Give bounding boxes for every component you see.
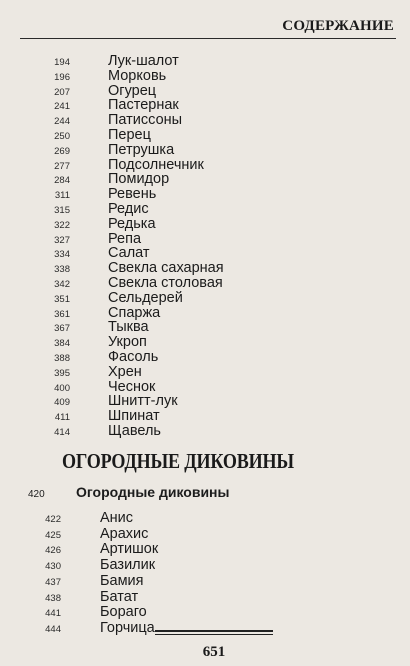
toc-page-number: 311 — [54, 190, 70, 202]
toc-entry-title: Пастернак — [108, 97, 179, 114]
toc-page-number: 395 — [54, 367, 70, 379]
toc-entry[interactable] — [21, 557, 155, 574]
toc-entry-title: Ревень — [108, 186, 157, 203]
toc-entry-title: Салат — [108, 245, 150, 262]
toc-page-number: 361 — [54, 308, 70, 320]
toc-page-number: 411 — [54, 412, 70, 424]
toc-entry-title: Редис — [108, 201, 149, 217]
chapter-entry[interactable] — [28, 484, 229, 500]
toc-entry-title: Подсолнечник — [108, 156, 204, 173]
toc-entry-title: Бораго — [100, 604, 147, 621]
toc-page-number: 351 — [54, 293, 70, 305]
toc-entry-title: Огурец — [108, 82, 157, 99]
toc-entry-title: Патиссоны — [108, 112, 183, 129]
toc-entry-title: Свекла столовая — [108, 275, 223, 291]
chapter-title: Огородные диковины — [76, 484, 230, 500]
toc-entry[interactable] — [30, 423, 161, 440]
toc-entry-title: Тыква — [108, 319, 149, 336]
toc-entry-title: Батат — [100, 588, 139, 605]
toc-entry-title: Горчица — [100, 619, 155, 636]
footer-rule — [155, 630, 273, 632]
toc-page-number: 269 — [54, 145, 70, 157]
toc-entry-title: Укроп — [108, 334, 147, 351]
toc-page-number: 327 — [54, 234, 70, 246]
toc-page-number: 430 — [45, 561, 61, 573]
toc-page-number: 322 — [54, 219, 70, 231]
header-rule — [20, 38, 396, 39]
toc-entry-title: Щавель — [108, 423, 161, 439]
toc-entry-title: Петрушка — [108, 141, 175, 158]
toc-entry-title: Помидор — [108, 171, 170, 188]
toc-page-number: 194 — [54, 57, 70, 68]
toc-page-number: 334 — [54, 249, 70, 261]
running-head: СОДЕРЖАНИЕ — [282, 18, 394, 34]
toc-page-number: 250 — [54, 131, 70, 142]
toc-entry-title: Морковь — [108, 67, 167, 84]
toc-entry[interactable] — [21, 573, 144, 590]
toc-entry-title: Чеснок — [108, 378, 156, 395]
toc-entry-title: Спаржа — [108, 304, 161, 321]
toc-page-number: 338 — [54, 264, 70, 276]
toc-page-number: 438 — [45, 592, 61, 604]
toc-page-number: 426 — [45, 545, 61, 557]
toc-page-number: 277 — [54, 160, 70, 172]
toc-page-number: 409 — [54, 397, 70, 409]
toc-page-number: 207 — [54, 86, 70, 98]
toc-page-number: 241 — [54, 101, 70, 113]
toc-page-number: 441 — [45, 608, 61, 620]
toc-entry-title: Репа — [108, 230, 142, 247]
toc-entry-title: Арахис — [100, 525, 149, 542]
toc-entry-title: Артишок — [100, 541, 159, 558]
toc-page-number: 444 — [45, 623, 61, 635]
toc-entry-title: Редька — [108, 215, 156, 232]
toc-page-number: 422 — [45, 514, 61, 525]
toc-page-number: 342 — [54, 279, 70, 290]
toc-entry-title: Бамия — [100, 572, 144, 589]
page-number: 651 — [202, 644, 226, 660]
toc-entry[interactable] — [21, 620, 155, 637]
toc-page-number: 284 — [54, 175, 70, 187]
toc-page-number: 388 — [54, 353, 70, 364]
chapter-page-number: 420 — [28, 489, 45, 500]
section-heading: ОГОРОДНЫЕ ДИКОВИНЫ — [62, 449, 294, 473]
toc-entry-title: Свекла сахарная — [108, 260, 224, 277]
toc-entry-title: Сельдерей — [108, 289, 183, 306]
toc-page-number: 384 — [54, 338, 70, 350]
toc-entry[interactable] — [21, 604, 147, 621]
toc-entry-title: Базилик — [100, 557, 156, 574]
toc-page-number: 414 — [54, 427, 70, 438]
toc-page-number: 196 — [54, 71, 70, 83]
footer-rule-thin — [155, 634, 273, 635]
toc-entry-title: Шнитт-лук — [108, 393, 178, 410]
toc-entry[interactable] — [21, 510, 133, 527]
toc-entry-title: Фасоль — [108, 349, 159, 365]
toc-entry-title: Хрен — [108, 363, 142, 380]
toc-entry-title: Анис — [100, 510, 134, 526]
toc-entry[interactable] — [21, 541, 158, 558]
toc-page-number: 244 — [54, 116, 70, 128]
toc-entry-title: Лук-шалот — [108, 53, 179, 69]
toc-page-number: 367 — [54, 323, 70, 335]
toc-page-number: 315 — [54, 205, 70, 216]
toc-page-number: 425 — [45, 529, 61, 541]
toc-entry[interactable] — [21, 589, 138, 606]
toc-entry[interactable] — [21, 526, 148, 543]
toc-page-number: 437 — [45, 576, 61, 588]
toc-page-number: 400 — [54, 382, 70, 394]
toc-entry-title: Перец — [108, 127, 151, 143]
toc-entry-title: Шпинат — [108, 408, 160, 425]
